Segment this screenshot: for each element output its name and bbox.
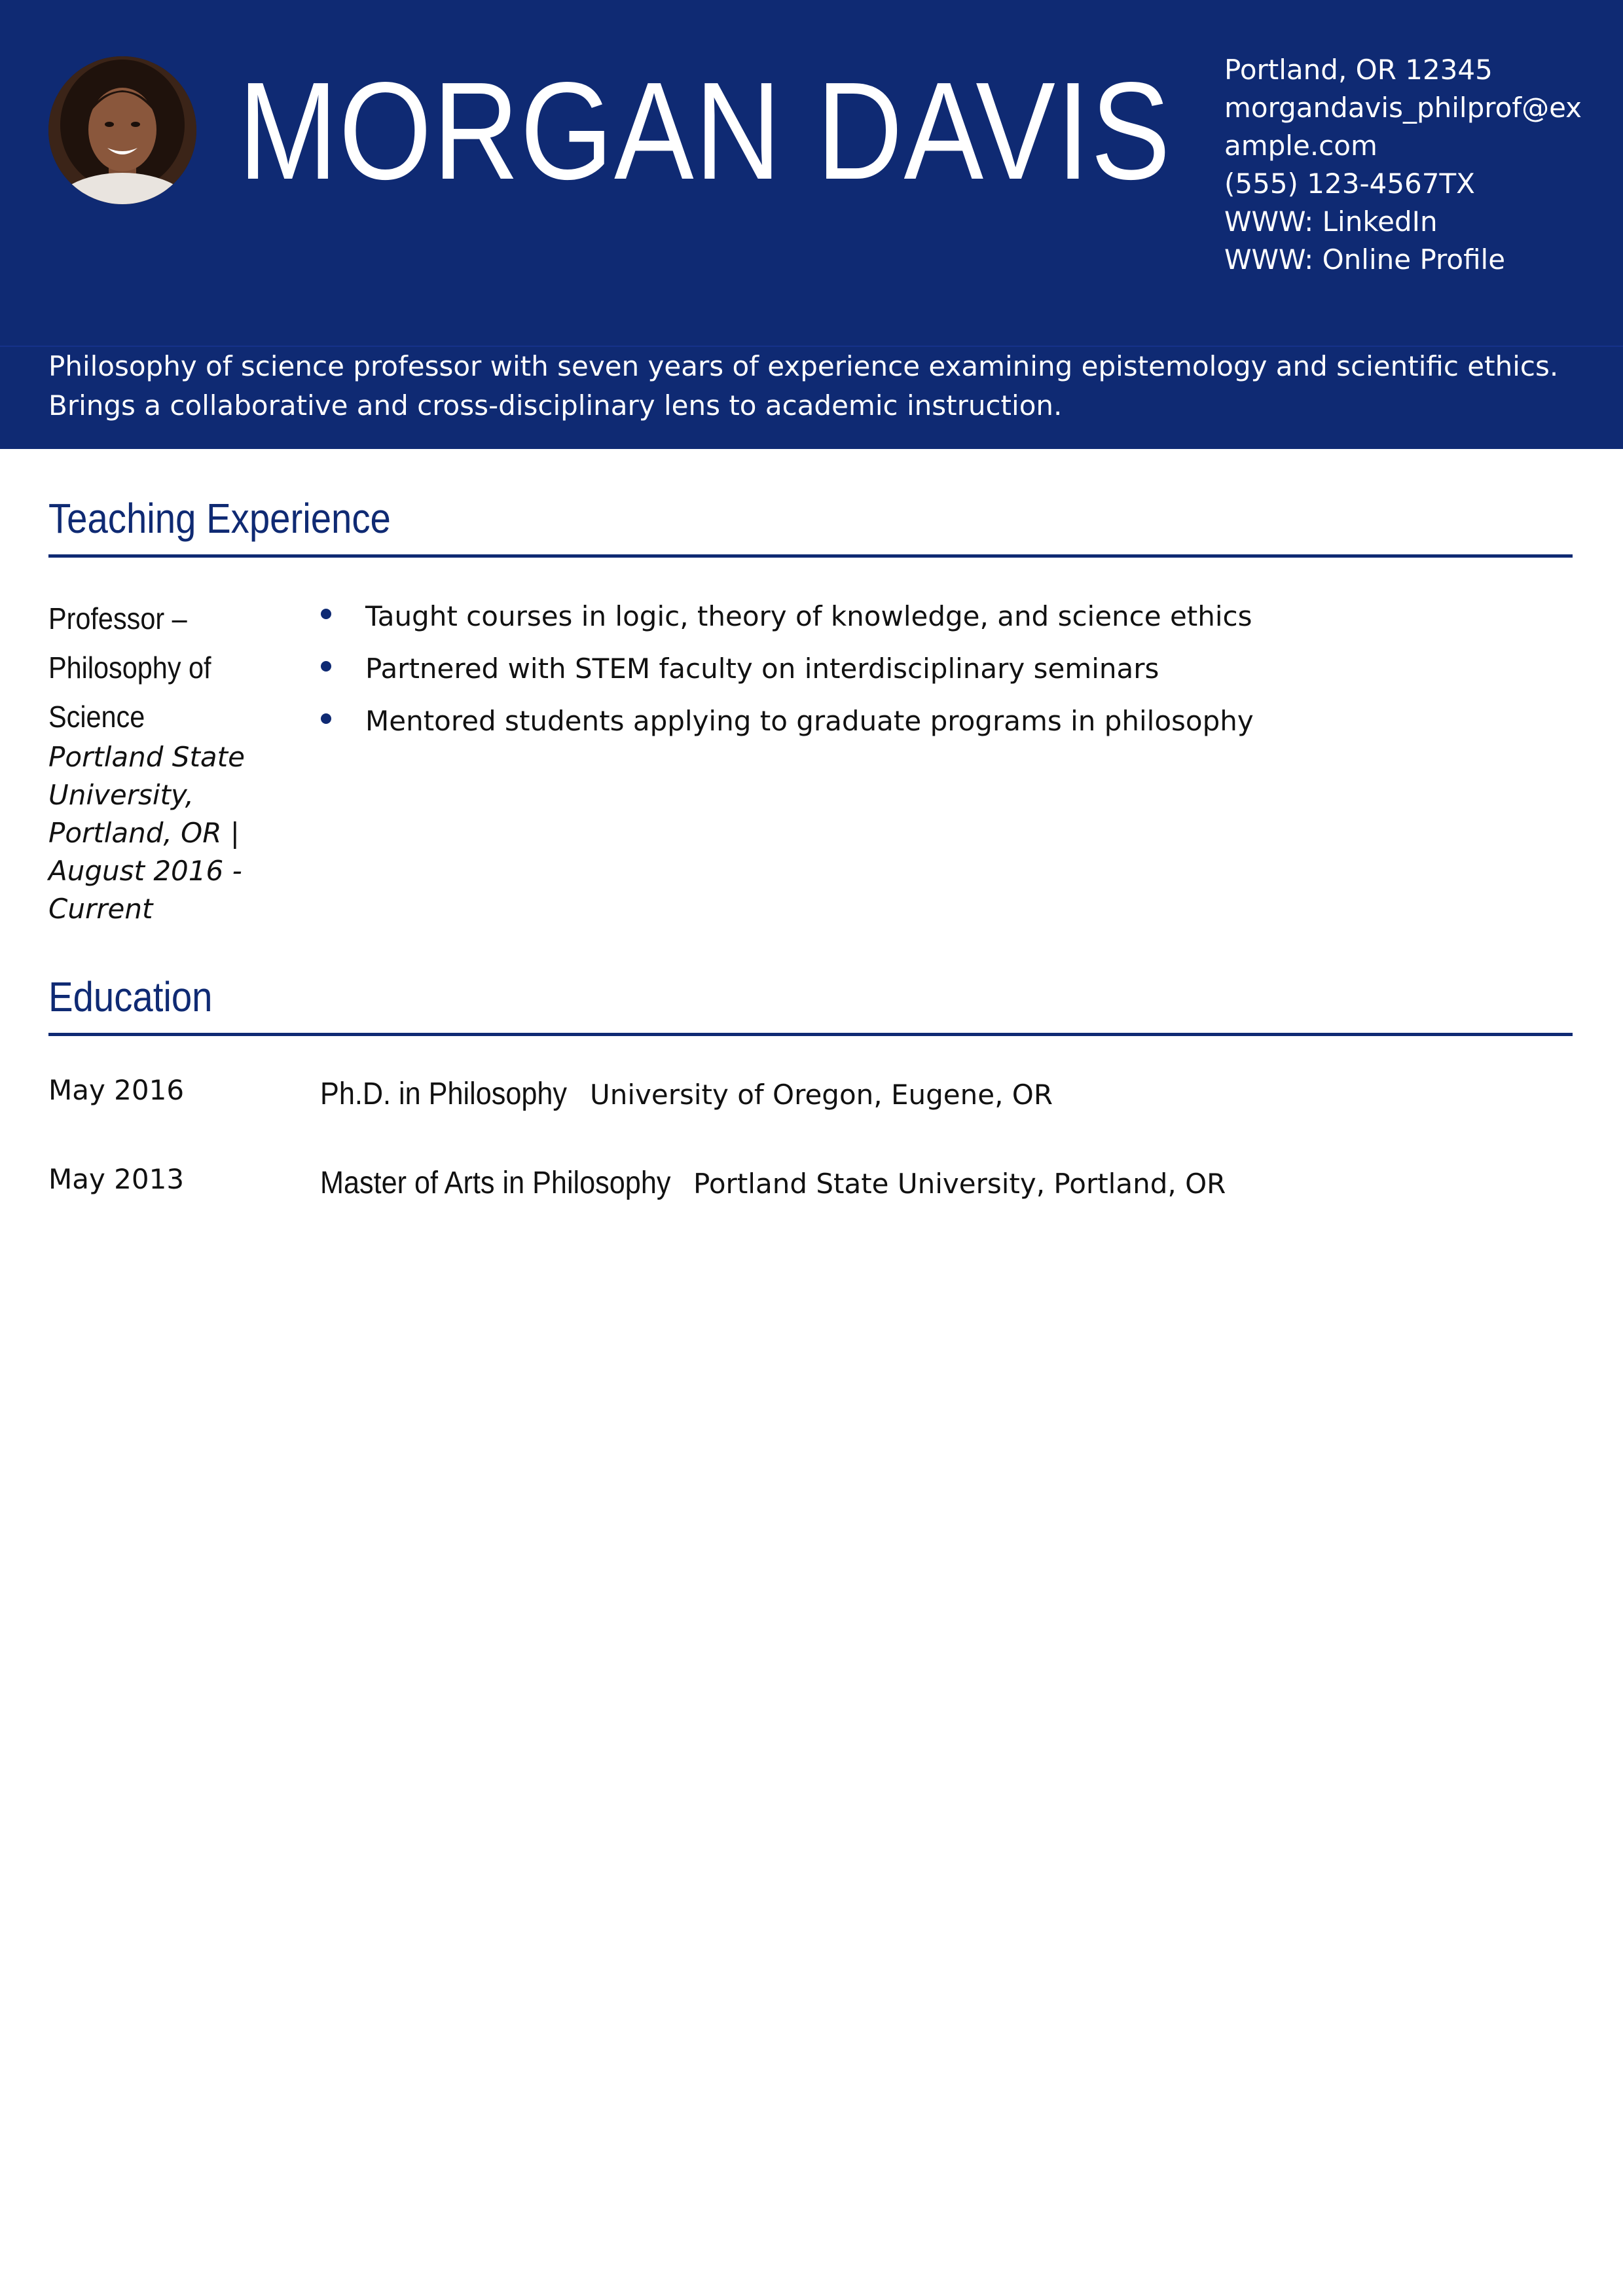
education-details (320, 1164, 1226, 1204)
resume-header (0, 0, 1623, 449)
section-title-teaching: Teaching Experience (48, 495, 391, 542)
list-item (314, 695, 1558, 747)
profile-photo (48, 56, 196, 204)
education-date: May 2013 (48, 1163, 185, 1195)
candidate-name: MORGAN DAVIS (238, 53, 1172, 208)
education-school: University of Oregon, Eugene, OR (590, 1079, 1053, 1111)
bullet-icon (321, 713, 331, 724)
list-item (314, 643, 1558, 695)
job-title: Professor – Philosophy of Science (48, 601, 211, 734)
section-title-education: Education (48, 973, 213, 1020)
list-item (314, 590, 1558, 643)
job-bullets (314, 590, 1558, 747)
job-meta: Portland State University, Portland, OR | August 2016 - Current (48, 741, 245, 925)
bullet-icon (321, 609, 331, 619)
bullet-text: Mentored students applying to graduate programs in philosophy (365, 705, 1254, 737)
education-entry (48, 1071, 1573, 1123)
section-rule-education (48, 1033, 1573, 1036)
contact-profile-link[interactable]: WWW: Online Profile (1224, 243, 1506, 276)
education-school: Portland State University, Portland, OR (693, 1168, 1226, 1200)
education-details (320, 1075, 1053, 1115)
bullet-icon (321, 661, 331, 672)
bullet-text: Partnered with STEM faculty on interdisciplinary seminars (365, 653, 1159, 685)
education-degree: Ph.D. in Philosophy (320, 1077, 568, 1111)
contact-info (1224, 51, 1591, 279)
contact-linkedin-link[interactable]: WWW: LinkedIn (1224, 206, 1438, 238)
bullet-text: Taught courses in logic, theory of knowledge, and science ethics (365, 600, 1252, 632)
education-degree: Master of Arts in Philosophy (320, 1166, 671, 1200)
professional-summary: Philosophy of science professor with seven years of experience examining epistemology and scientific ethics. Brings a collaborative and cross-disciplinary lens to academic instruction. (48, 350, 1559, 422)
contact-email[interactable]: morgandavis_philprof@example.com (1224, 92, 1582, 162)
section-rule-teaching (48, 554, 1573, 558)
avatar-portrait-icon (48, 56, 196, 204)
education-entry (48, 1160, 1573, 1212)
contact-address: Portland, OR 12345 (1224, 54, 1493, 86)
contact-phone[interactable]: (555) 123-4567TX (1224, 168, 1475, 200)
education-date: May 2016 (48, 1074, 185, 1106)
